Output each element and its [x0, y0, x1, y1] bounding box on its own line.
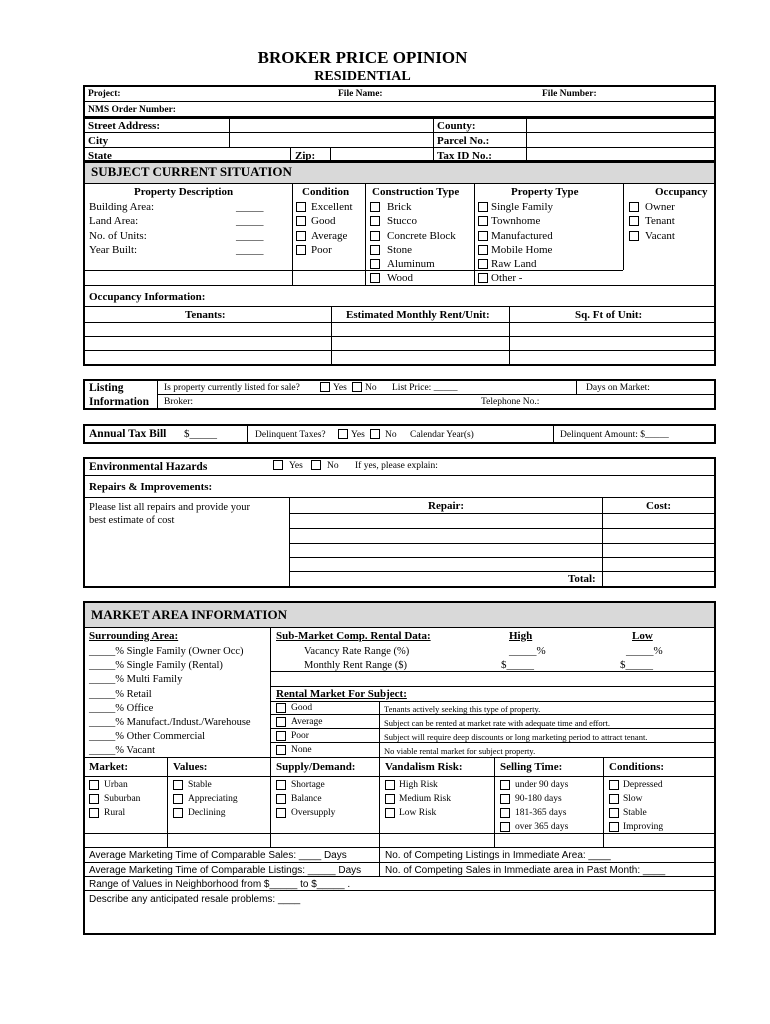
condition-average: Average: [311, 230, 348, 242]
ptype-checkbox[interactable]: [478, 231, 488, 241]
total-label: Total:: [568, 573, 596, 585]
submarket-heading: Sub-Market Comp. Rental Data:: [276, 630, 431, 642]
project-label: Project:: [88, 89, 121, 99]
rent-header: Estimated Monthly Rent/Unit:: [346, 309, 490, 321]
market-heading: MARKET AREA INFORMATION: [85, 603, 714, 627]
competing-sales: No. of Competing Sales in Immediate area in Past Month: ____: [385, 865, 666, 876]
values-option-checkbox[interactable]: [173, 794, 183, 804]
ptype-mobile-home: Mobile Home: [491, 244, 553, 256]
condition-checkbox[interactable]: [296, 202, 306, 212]
selling-time-col-header: Selling Time:: [500, 761, 563, 773]
construction-checkbox[interactable]: [370, 245, 380, 255]
construction-checkbox[interactable]: [370, 231, 380, 241]
conditions-slow: Slow: [623, 794, 643, 804]
list-price-label: List Price: _____: [392, 383, 458, 393]
environmental-section: [83, 457, 716, 588]
vandalism-medium: Medium Risk: [399, 794, 451, 804]
state-label: State: [88, 150, 112, 162]
county-label: County:: [437, 120, 476, 132]
rental-poor-desc: Subject will require deep discounts or long marketing period to attract tenant.: [384, 732, 648, 742]
high-header: High: [509, 630, 533, 642]
construction-concrete: Concrete Block: [387, 230, 456, 242]
condition-checkbox[interactable]: [296, 231, 306, 241]
avg-marketing-listings: Average Marketing Time of Comparable Listings: _____ Days: [89, 865, 362, 876]
rental-market-heading: Rental Market For Subject:: [276, 688, 407, 700]
delinquent-no-label: No: [385, 430, 397, 440]
rental-good-checkbox[interactable]: [276, 703, 286, 713]
col-condition: Condition: [302, 186, 350, 198]
supply-balance: Balance: [291, 794, 322, 804]
conditions-option-checkbox[interactable]: [609, 822, 619, 832]
file-name-label: File Name:: [338, 89, 383, 99]
col-occupancy: Occupancy: [655, 186, 708, 198]
repairs-heading: Repairs & Improvements:: [89, 481, 213, 493]
ptype-single-family: Single Family: [491, 201, 554, 213]
rental-average-desc: Subject can be rented at market rate with adequate time and effort.: [384, 718, 610, 728]
market-col-header: Market:: [89, 761, 129, 773]
units-label: No. of Units:: [89, 230, 147, 242]
selling-option-checkbox[interactable]: [500, 822, 510, 832]
listed-no-label: No: [365, 383, 377, 393]
rental-good-label: Good: [291, 703, 313, 713]
broker-label: Broker:: [164, 397, 194, 407]
building-area-label: Building Area:: [89, 201, 155, 213]
city-label: City: [88, 135, 109, 147]
listed-yes-label: Yes: [333, 383, 347, 393]
units-field[interactable]: _____: [236, 230, 264, 242]
vacancy-rate-label: Vacancy Rate Range (%): [304, 646, 410, 657]
surrounding-item: _____% Manufact./Indust./Warehouse: [89, 717, 251, 728]
condition-excellent: Excellent: [311, 201, 353, 213]
year-built-label: Year Built:: [89, 244, 138, 256]
ptype-checkbox[interactable]: [478, 273, 488, 283]
surrounding-item: _____% Office: [89, 703, 154, 714]
surrounding-item: _____% Single Family (Owner Occ): [89, 646, 244, 657]
rental-poor-checkbox[interactable]: [276, 731, 286, 741]
rental-average-label: Average: [291, 717, 323, 727]
zip-label: Zip:: [295, 150, 316, 162]
occupancy-owner: Owner: [645, 201, 675, 213]
document-subtitle: RESIDENTIAL: [314, 69, 411, 84]
land-area-label: Land Area:: [89, 215, 139, 227]
conditions-stable: Stable: [623, 808, 647, 818]
delinquent-yes-checkbox[interactable]: [338, 429, 348, 439]
values-stable: Stable: [188, 780, 212, 790]
conditions-option-checkbox[interactable]: [609, 780, 619, 790]
vandalism-option-checkbox[interactable]: [385, 780, 395, 790]
occupancy-tenant: Tenant: [645, 215, 675, 227]
selling-option-checkbox[interactable]: [500, 808, 510, 818]
file-number-label: File Number:: [542, 89, 597, 99]
subject-heading: SUBJECT CURRENT SITUATION: [85, 163, 714, 183]
selling-under-90: under 90 days: [515, 780, 569, 790]
conditions-option-checkbox[interactable]: [609, 794, 619, 804]
ptype-checkbox[interactable]: [478, 202, 488, 212]
monthly-rent-label: Monthly Rent Range ($): [304, 660, 407, 671]
environmental-hazards-label: Environmental Hazards: [89, 461, 208, 473]
delinquent-yes-label: Yes: [351, 430, 365, 440]
rental-poor-label: Poor: [291, 731, 309, 741]
range-of-values: Range of Values in Neighborhood from $_____ to $_____ .: [89, 879, 351, 890]
surrounding-item: _____% Vacant: [89, 745, 155, 756]
occupancy-vacant: Vacant: [645, 230, 675, 242]
repairs-instructions-line2: best estimate of cost: [89, 515, 175, 526]
sqft-header: Sq. Ft of Unit:: [575, 309, 643, 321]
rental-none-label: None: [291, 745, 312, 755]
hazards-yes-checkbox[interactable]: [273, 460, 283, 470]
resale-problems: Describe any anticipated resale problems: ____: [89, 894, 301, 905]
construction-checkbox[interactable]: [370, 202, 380, 212]
annual-tax-field[interactable]: $_____: [184, 428, 217, 440]
conditions-col-header: Conditions:: [609, 761, 665, 773]
market-option-checkbox[interactable]: [89, 780, 99, 790]
market-option-checkbox[interactable]: [89, 794, 99, 804]
selling-option-checkbox[interactable]: [500, 780, 510, 790]
occupancy-checkbox[interactable]: [629, 231, 639, 241]
supply-oversupply: Oversupply: [291, 808, 336, 818]
avg-marketing-sales: Average Marketing Time of Comparable Sales: ____ Days: [89, 850, 347, 861]
vandalism-option-checkbox[interactable]: [385, 794, 395, 804]
construction-brick: Brick: [387, 201, 412, 213]
construction-wood: Wood: [387, 272, 414, 284]
conditions-improving: Improving: [623, 822, 664, 832]
ptype-manufactured: Manufactured: [491, 230, 553, 242]
listed-no-checkbox[interactable]: [352, 382, 362, 392]
construction-stone: Stone: [387, 244, 413, 256]
construction-stucco: Stucco: [387, 215, 417, 227]
supply-option-checkbox[interactable]: [276, 794, 286, 804]
supply-demand-col-header: Supply/Demand:: [276, 761, 356, 773]
occupancy-information-label: Occupancy Information:: [89, 291, 206, 303]
condition-good: Good: [311, 215, 336, 227]
hazards-yes-label: Yes: [289, 461, 303, 471]
rental-none-checkbox[interactable]: [276, 745, 286, 755]
listed-question: Is property currently listed for sale?: [164, 383, 300, 393]
values-col-header: Values:: [173, 761, 208, 773]
selling-181-365: 181-365 days: [515, 808, 567, 818]
vacancy-low-field[interactable]: _____%: [626, 645, 663, 657]
construction-aluminum: Aluminum: [387, 258, 435, 270]
condition-checkbox[interactable]: [296, 245, 306, 255]
delinquent-amount-label: Delinquent Amount: $_____: [560, 430, 669, 440]
rental-none-desc: No viable rental market for subject property.: [384, 746, 536, 756]
vandalism-col-header: Vandalism Risk:: [385, 761, 463, 773]
surrounding-item: _____% Other Commercial: [89, 731, 206, 742]
information-label: Information: [89, 396, 150, 408]
surrounding-item: _____% Single Family (Rental): [89, 660, 223, 671]
rental-average-checkbox[interactable]: [276, 717, 286, 727]
col-property-description: Property Description: [134, 186, 234, 198]
ptype-other: Other -: [491, 272, 523, 284]
market-urban: Urban: [104, 780, 128, 790]
supply-option-checkbox[interactable]: [276, 808, 286, 818]
surrounding-item: _____% Multi Family: [89, 674, 183, 685]
delinquent-taxes-label: Delinquent Taxes?: [255, 430, 326, 440]
repairs-instructions-line1: Please list all repairs and provide your: [89, 502, 250, 513]
values-option-checkbox[interactable]: [173, 808, 183, 818]
conditions-option-checkbox[interactable]: [609, 808, 619, 818]
hazards-explain-label: If yes, please explain:: [355, 461, 438, 471]
condition-poor: Poor: [311, 244, 332, 256]
rent-high-field[interactable]: $_____: [501, 659, 534, 671]
ptype-raw-land: Raw Land: [491, 258, 537, 270]
construction-checkbox[interactable]: [370, 273, 380, 283]
competing-listings: No. of Competing Listings in Immediate Area: ____: [385, 850, 611, 861]
ptype-checkbox[interactable]: [478, 216, 488, 226]
selling-option-checkbox[interactable]: [500, 794, 510, 804]
hazards-no-checkbox[interactable]: [311, 460, 321, 470]
market-option-checkbox[interactable]: [89, 808, 99, 818]
supply-shortage: Shortage: [291, 780, 325, 790]
building-area-field[interactable]: _____: [236, 201, 264, 213]
rent-low-field[interactable]: $_____: [620, 659, 653, 671]
address-block: [83, 117, 716, 162]
values-option-checkbox[interactable]: [173, 780, 183, 790]
calendar-year-label: Calendar Year(s): [410, 430, 474, 440]
selling-90-180: 90-180 days: [515, 794, 562, 804]
col-construction-type: Construction Type: [372, 186, 460, 198]
nms-order-label: NMS Order Number:: [88, 105, 176, 115]
street-label: Street Address:: [88, 120, 161, 132]
listing-label: Listing: [89, 382, 124, 394]
ptype-checkbox[interactable]: [478, 259, 488, 269]
supply-option-checkbox[interactable]: [276, 780, 286, 790]
construction-checkbox[interactable]: [370, 259, 380, 269]
vandalism-low: Low Risk: [399, 808, 437, 818]
occupancy-checkbox[interactable]: [629, 216, 639, 226]
low-header: Low: [632, 630, 653, 642]
rental-good-desc: Tenants actively seeking this type of property.: [384, 704, 541, 714]
values-declining: Declining: [188, 808, 226, 818]
taxid-label: Tax ID No.:: [437, 150, 492, 162]
market-rural: Rural: [104, 808, 126, 818]
occupancy-checkbox[interactable]: [629, 202, 639, 212]
repair-column-header: Repair:: [428, 500, 465, 512]
hazards-no-label: No: [327, 461, 339, 471]
market-suburban: Suburban: [104, 794, 141, 804]
listed-yes-checkbox[interactable]: [320, 382, 330, 392]
surrounding-item: _____% Retail: [89, 689, 152, 700]
land-area-field[interactable]: _____: [236, 215, 264, 227]
tenants-header: Tenants:: [185, 309, 226, 321]
days-on-market-label: Days on Market:: [586, 383, 650, 393]
annual-tax-label: Annual Tax Bill: [89, 428, 167, 440]
ptype-townhome: Townhome: [491, 215, 541, 227]
vacancy-high-field[interactable]: _____%: [509, 645, 546, 657]
cost-column-header: Cost:: [646, 500, 672, 512]
construction-checkbox[interactable]: [370, 216, 380, 226]
conditions-depressed: Depressed: [623, 780, 663, 790]
col-property-type: Property Type: [511, 186, 579, 198]
surrounding-area-heading: Surrounding Area:: [89, 630, 179, 642]
telephone-label: Telephone No.:: [481, 397, 540, 407]
condition-checkbox[interactable]: [296, 216, 306, 226]
selling-over-365: over 365 days: [515, 822, 569, 832]
vandalism-high: High Risk: [399, 780, 438, 790]
values-appreciating: Appreciating: [188, 794, 238, 804]
ptype-checkbox[interactable]: [478, 245, 488, 255]
parcel-label: Parcel No.:: [437, 135, 490, 147]
delinquent-no-checkbox[interactable]: [370, 429, 380, 439]
year-built-field[interactable]: _____: [236, 244, 264, 256]
document-title: BROKER PRICE OPINION: [257, 48, 468, 67]
vandalism-option-checkbox[interactable]: [385, 808, 395, 818]
